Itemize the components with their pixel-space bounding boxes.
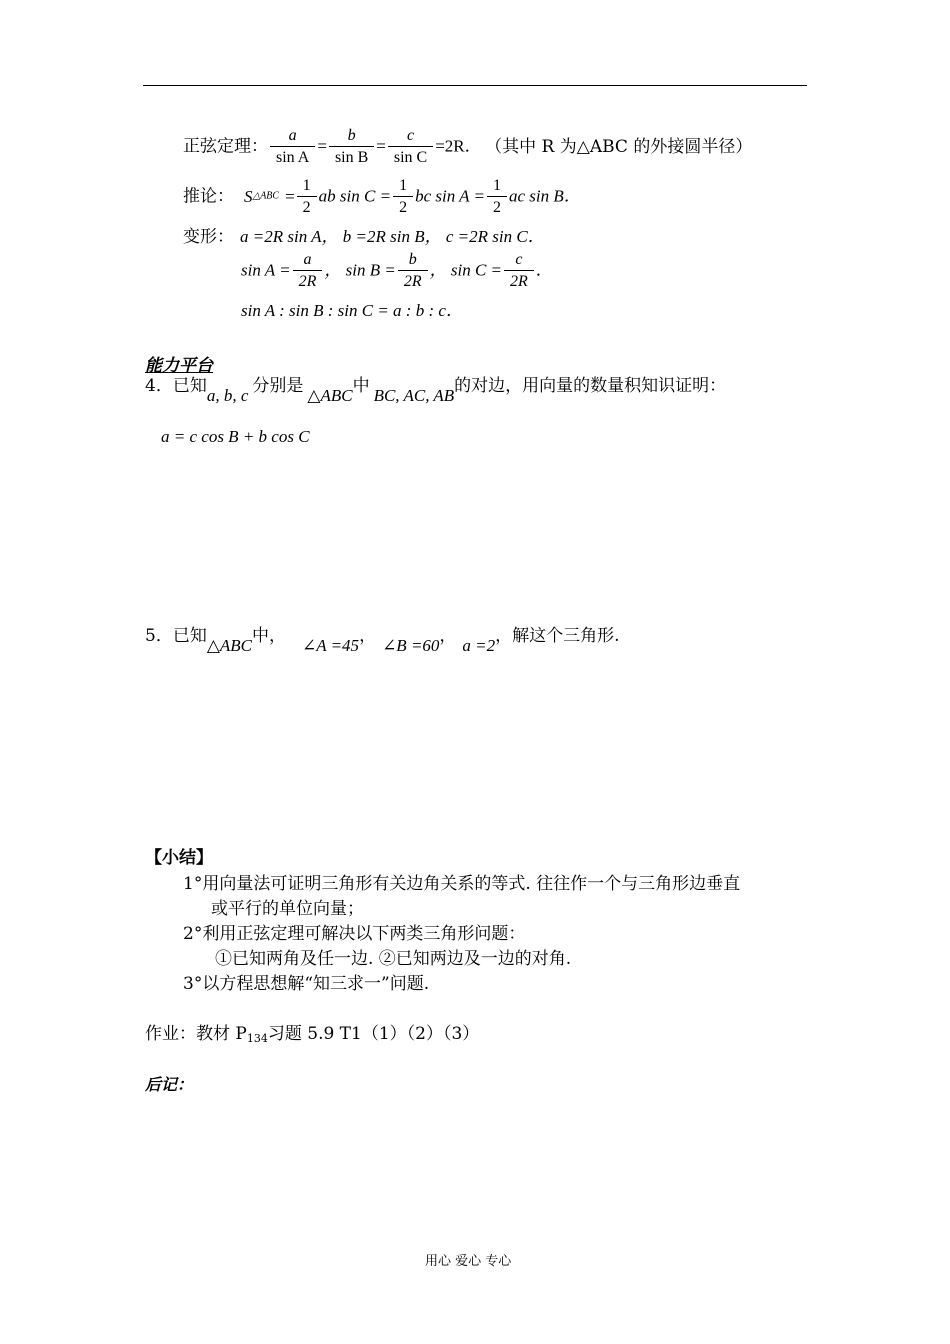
fraction-half-3: $\frac{1}{2}$ (487, 176, 507, 217)
fraction-b-2R: $\frac{b}{2R}$ (398, 250, 428, 291)
section-title: 能力平台 (145, 356, 213, 376)
summary-item-3: 3°以方程思想解“知三求一”问题. (183, 974, 430, 994)
fraction-b-sinB: $\frac{b}{\text{sin B}}$ (329, 126, 374, 167)
problem-4-formula: a = c cos B + b cos C (161, 427, 310, 446)
fraction-a-2R: $\frac{a}{2R}$ (293, 250, 323, 291)
fraction-a-sinA: $\frac{a}{\text{sin A}}$ (270, 126, 315, 167)
fraction-half-2: $\frac{1}{2}$ (393, 176, 413, 217)
fraction-c-2R: $\frac{c}{2R}$ (504, 250, 534, 291)
postscript-label: 后记： (145, 1075, 194, 1094)
transform-line-2: sin A = $\frac{a}{2R}$ ， sin B = $\frac{b}{2R}$ ， sin C = $\frac{c}{2R}$ ． (241, 251, 553, 290)
problem-5: 5．已知△ABC中， ∠A =45， ∠B =60， a =2，解这个三角形. (145, 626, 620, 655)
transform-line-1: 变形： a =2R sin A， b =2R sin B， c =2R sin C． (183, 227, 545, 247)
corollary-label: 推论： (183, 186, 234, 207)
corollary-line: 推论： S△ABC = $\frac{1}{2}$ ab sin C = $\frac{1}{2}$ bc sin A = $\frac{1}{2}$ ac sin B． (183, 177, 581, 216)
summary-item-1a: 1°用向量法可证明三角形有关边角关系的等式. 往往作一个与三角形边垂直 (183, 874, 741, 894)
summary-item-1b: 或平行的单位向量； (211, 899, 364, 919)
summary-item-2: 2°利用正弦定理可解决以下两类三角形问题： (183, 924, 526, 944)
transform-label: 变形： (183, 227, 234, 247)
summary-title: 【小结】 (145, 848, 213, 868)
sine-law-note: （其中 R 为△ABC 的外接圆半径） (493, 136, 753, 157)
summary-item-2-sub: ①已知两角及任一边. ②已知两边及一边的对角. (215, 949, 572, 969)
transform-line-3: sin A : sin B : sin C = a : b : c． (241, 301, 463, 320)
sine-law-line: 正弦定理： $\frac{a}{\text{sin A}}$ = $\frac{b}{\text{sin B}}$ = $\frac{c}{\text{sin C}}$ =2R． （其中 R 为△ABC 的外接圆半径） (183, 127, 753, 166)
page-footer: 用心 爱心 专心 (425, 1254, 512, 1269)
header-rule (143, 85, 807, 86)
fraction-half-1: $\frac{1}{2}$ (297, 176, 317, 217)
sine-law-label: 正弦定理： (183, 136, 268, 157)
fraction-c-sinC: $\frac{c}{\text{sin C}}$ (388, 126, 433, 167)
homework-line: 作业：教材 P134习题 5.9 T1（1）（2）（3） (145, 1024, 480, 1045)
problem-4: 4．已知a, b, c 分别是 △ABC中 BC, AC, AB的对边，用向量的数量积知识证明： (145, 376, 727, 405)
